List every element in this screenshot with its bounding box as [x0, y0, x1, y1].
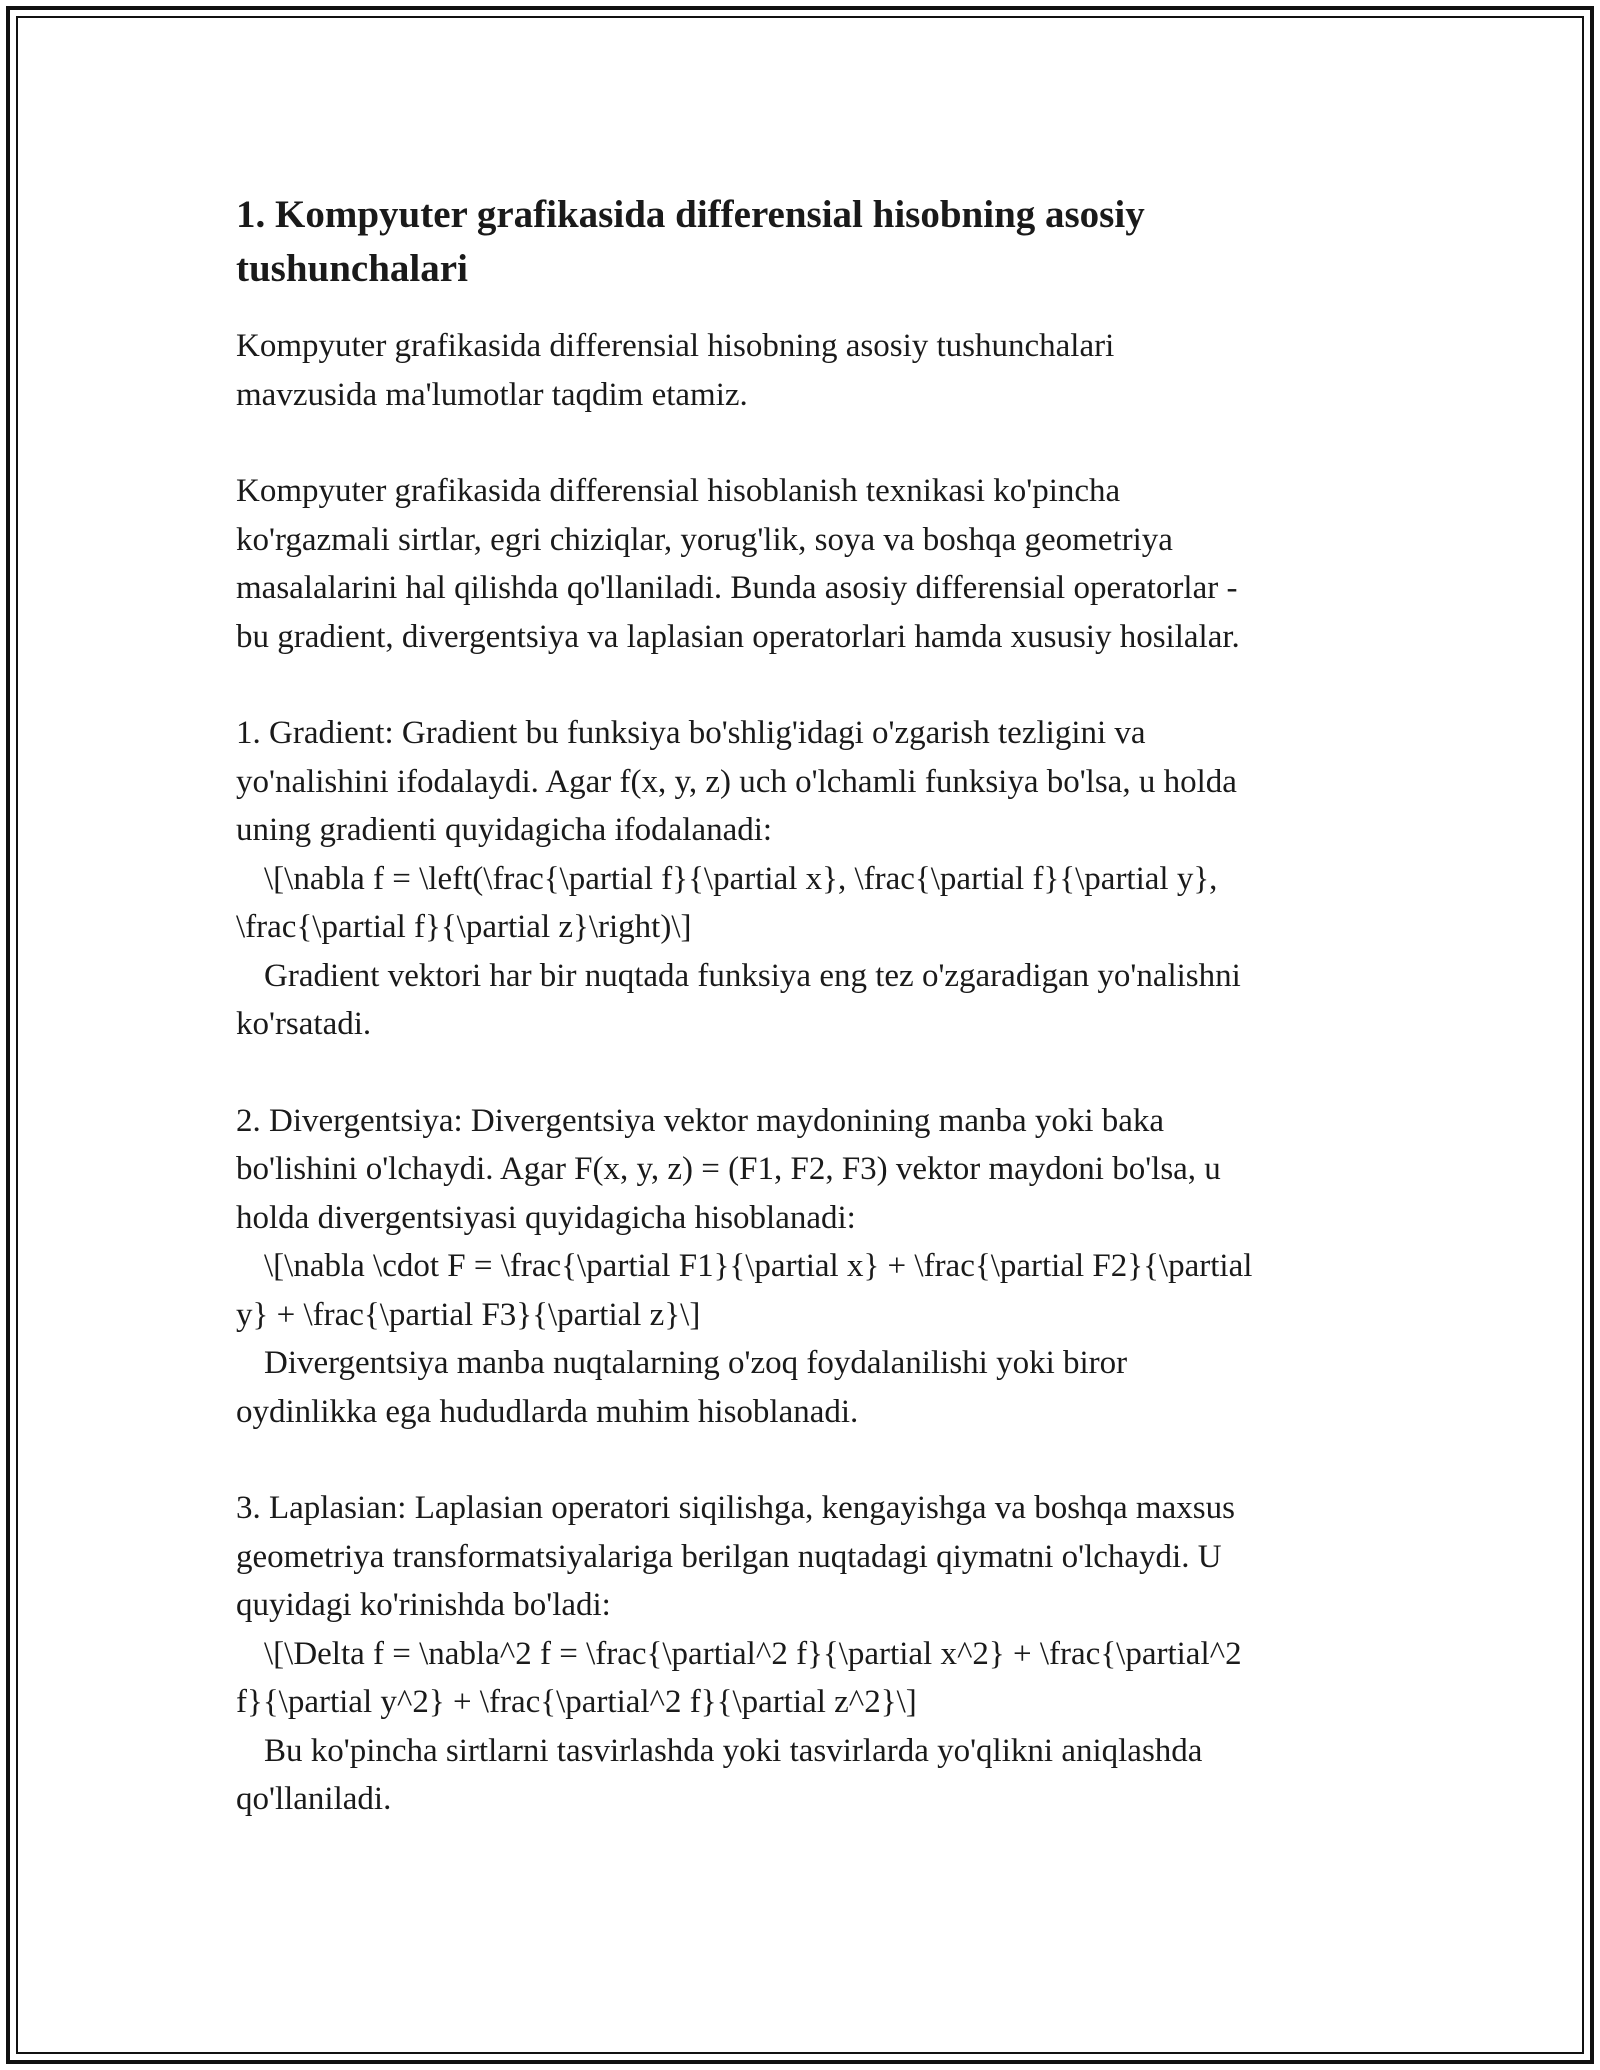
overview-paragraph [236, 467, 1366, 661]
document-body [236, 188, 1366, 1824]
text-line: Gradient vektori har bir nuqtada funksiya eng tez o'zgaradigan yo'nalishni [264, 957, 1241, 994]
title-line: 1. Kompyuter grafikasida differensial hisobning asosiy [236, 193, 1145, 236]
laplacian-section [236, 1484, 1366, 1824]
gradient-section [236, 709, 1366, 1049]
text-line: masalalarini hal qilishda qo'llaniladi. Bunda asosiy differensial operatorlar - [236, 570, 1238, 606]
formula-line: \[\nabla f = \left(\frac{\partial f}{\partial x}, \frac{\partial f}{\partial y}, [264, 860, 1218, 897]
text-line: ko'rsatadi. [236, 1006, 372, 1042]
text-line: uning gradienti quyidagicha ifodalanadi: [236, 812, 773, 848]
intro-paragraph [236, 322, 1366, 419]
formula-line: \[\nabla \cdot F = \frac{\partial F1}{\partial x} + \frac{\partial F2}{\partial [264, 1248, 1253, 1284]
text-line: Bu ko'pincha sirtlarni tasvirlashda yoki tasvirlarda yo'qlikni aniqlashda [264, 1732, 1203, 1769]
formula-line: \frac{\partial f}{\partial z}\right)\] [236, 909, 692, 945]
text-line: bu gradient, divergentsiya va laplasian operatorlari hamda xususiy hosilalar. [236, 618, 1240, 655]
document-title [236, 188, 1366, 296]
text-line: holda divergentsiyasi quyidagicha hisoblanadi: [236, 1199, 856, 1236]
divergence-section [236, 1097, 1366, 1437]
text-line: Kompyuter grafikasida differensial hisobning asosiy tushunchalari [236, 328, 1115, 364]
text-line: oydinlikka ega hududlarda muhim hisoblanadi. [236, 1393, 859, 1430]
text-line: mavzusida ma'lumotlar taqdim etamiz. [236, 376, 748, 413]
formula-line: \[\Delta f = \nabla^2 f = \frac{\partial^2 f}{\partial x^2} + \frac{\partial^2 [264, 1635, 1242, 1672]
text-line: geometriya transformatsiyalariga berilgan nuqtadagi qiymatni o'lchaydi. U [236, 1538, 1222, 1575]
text-line: Kompyuter grafikasida differensial hisoblanish texnikasi ko'pincha [236, 473, 1121, 509]
text-line: bo'lishini o'lchaydi. Agar F(x, y, z) = (F1, F2, F3) vektor maydoni bo'lsa, u [236, 1151, 1221, 1187]
text-line: quyidagi ko'rinishda bo'ladi: [236, 1587, 611, 1623]
formula-line: f}{\partial y^2} + \frac{\partial^2 f}{\partial z^2}\] [236, 1684, 917, 1720]
text-line: 3. Laplasian: Laplasian operatori siqilishga, kengayishga va boshqa maxsus [236, 1490, 1235, 1526]
text-line: Divergentsiya manba nuqtalarning o'zoq foydalanilishi yoki biror [264, 1345, 1128, 1381]
text-line: yo'nalishini ifodalaydi. Agar f(x, y, z) uch o'lchamli funksiya bo'lsa, u holda [236, 763, 1237, 800]
text-line: 1. Gradient: Gradient bu funksiya bo'shlig'idagi o'zgarish tezligini va [236, 715, 1146, 751]
text-line: ko'rgazmali sirtlar, egri chiziqlar, yorug'lik, soya va boshqa geometriya [236, 521, 1173, 558]
formula-line: y} + \frac{\partial F3}{\partial z}\] [236, 1296, 701, 1333]
text-line: 2. Divergentsiya: Divergentsiya vektor maydonining manba yoki baka [236, 1102, 1165, 1139]
text-line: qo'llaniladi. [236, 1781, 392, 1817]
title-line: tushunchalari [236, 247, 468, 290]
